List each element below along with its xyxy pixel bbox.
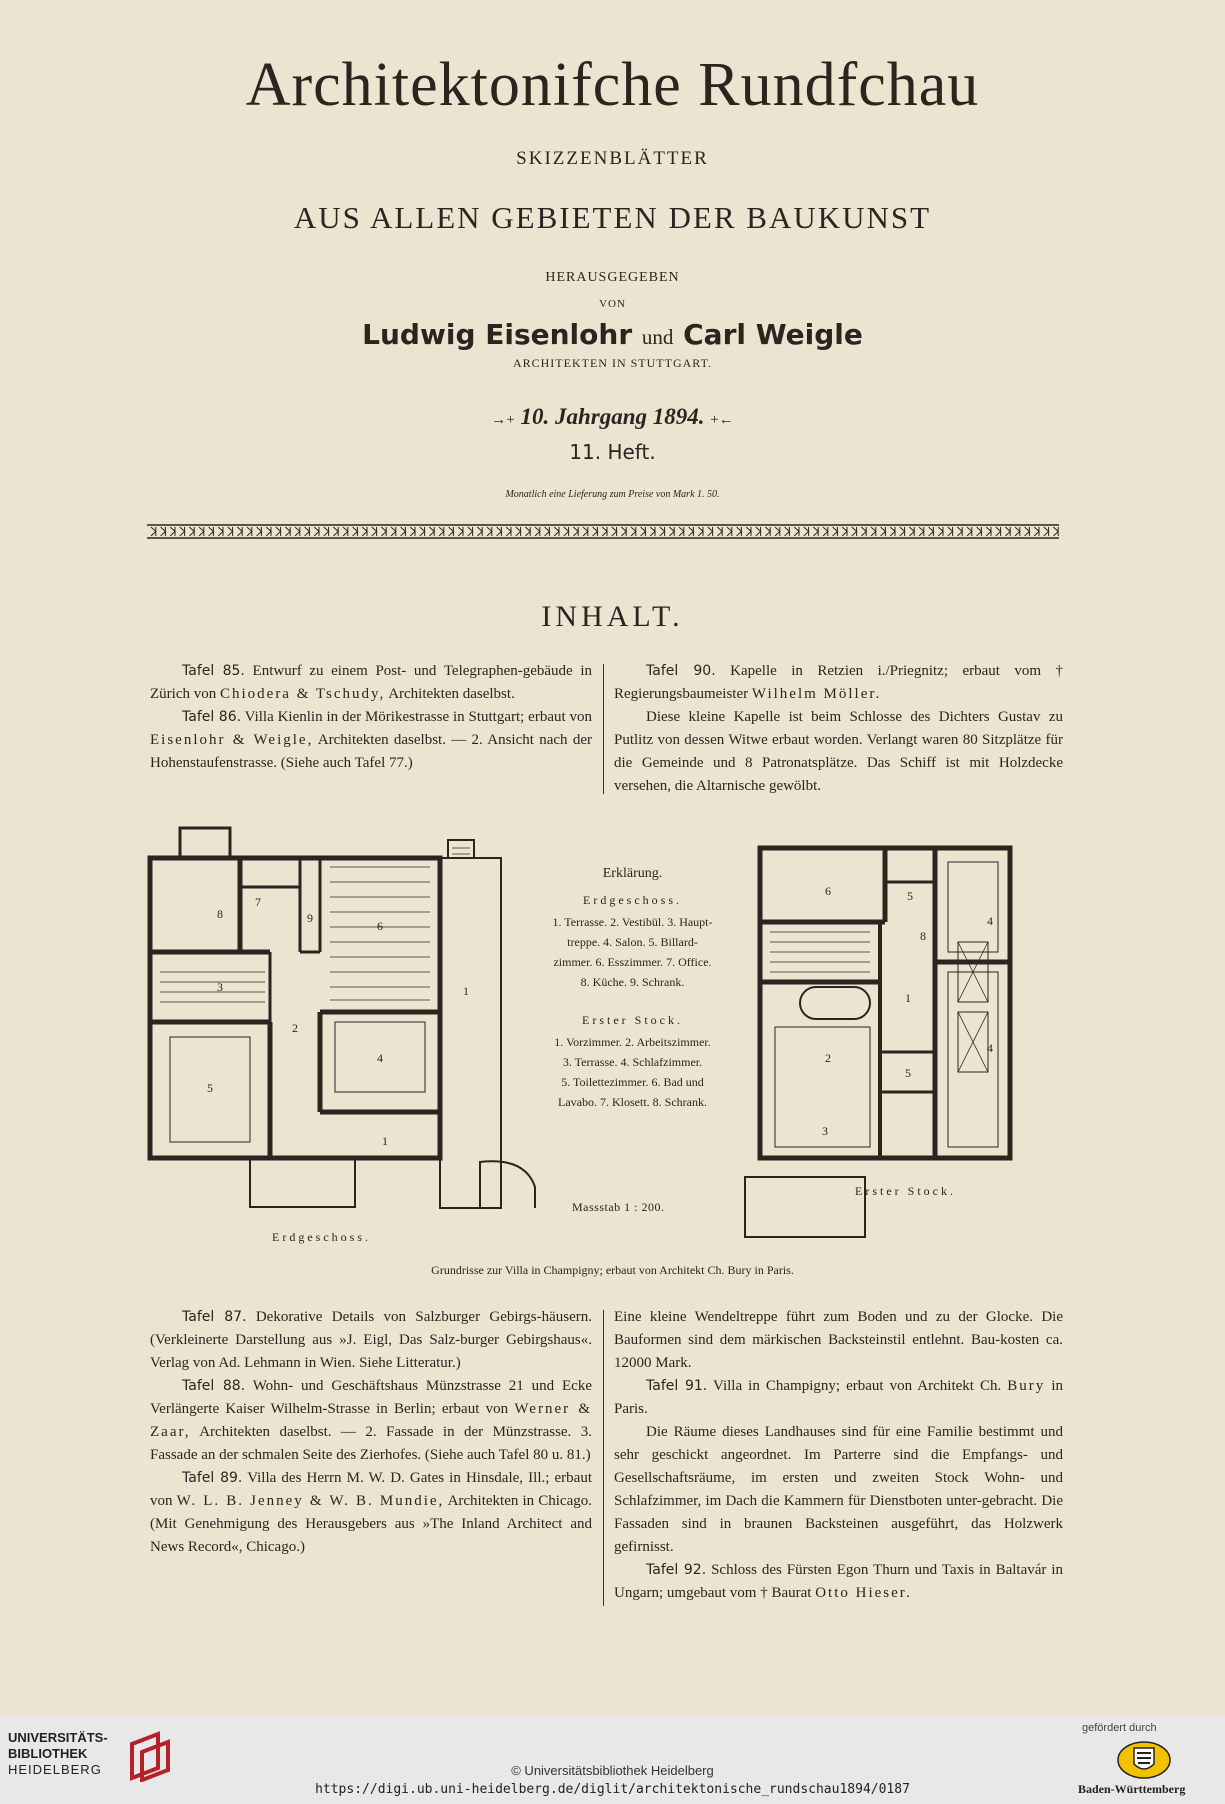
eg-room-6: 6 xyxy=(377,919,383,933)
border-motif xyxy=(333,527,338,536)
border-motif xyxy=(929,527,934,536)
entry-text-end: Architekten daselbst. — 2. Fassade in der Münzstrasse. 3. Fassade an der schmalen Seite des Zierhofes. (Siehe auch Tafel 80 u. 81.) xyxy=(150,1424,592,1463)
entry-text: Schloss des Fürsten Egon Thurn und Taxis in Baltavár in Ungarn; umgebaut vom † Baurat xyxy=(614,1562,1063,1601)
border-motif xyxy=(199,527,204,536)
border-motif xyxy=(957,527,962,536)
eg-room-4: 4 xyxy=(377,1051,383,1065)
entry-text: Eine kleine Wendeltreppe führt zum Boden und zu der Glocke. Die Bauformen sind dem märkischen Backsteinstil entlehnt. Bau-kosten ca. 12000 Mark. xyxy=(614,1309,1063,1371)
entry-text: Dekorative Details von Salzburger Gebirgs-häusern. (Verkleinerte Darstellung aus »J. Eigl, Das Salz-burger Gebirgshaus«. Verlag von Ad. Lehmann in Wien. Siehe Litteratur.) xyxy=(150,1309,592,1371)
border-motif xyxy=(257,527,262,536)
border-motif xyxy=(410,527,415,536)
border-motif xyxy=(180,527,185,536)
border-motif xyxy=(170,527,175,536)
border-motif xyxy=(631,527,636,536)
eg-room-1-bottom: 1 xyxy=(382,1134,388,1148)
border-motif xyxy=(516,527,521,536)
border-motif xyxy=(669,527,674,536)
eg-room-5: 5 xyxy=(207,1081,213,1095)
border-motif xyxy=(237,527,242,536)
border-motif xyxy=(775,527,780,536)
border-motif xyxy=(573,527,578,536)
contents-paragraph xyxy=(614,660,1063,706)
column-divider-top xyxy=(603,664,604,794)
legend-line: 1. Vorzimmer. 2. Arbeitszimmer. xyxy=(554,1035,711,1049)
legend-eg-heading: Erdgeschoss. xyxy=(583,893,682,907)
jahrgang-line xyxy=(0,404,1225,430)
entry-text: Die Räume dieses Landhauses sind für eine Familie bestimmt und sehr geschickt angeordnet. Im Parterre sind die Empfangs- und Gesellschaftsräume, im ersten und zweiten Stock Wohn- und Schlafzimmer, im Dach die Kammern für Dienstboten unter-gebracht. Die Fassaden sind in braunen Backsteinen ausgeführt, das Holzwerk gefirnisst. xyxy=(614,1424,1063,1555)
border-motif xyxy=(189,527,194,536)
herausgegeben-label: HERAUSGEGEBEN xyxy=(545,270,680,285)
border-motif xyxy=(660,527,665,536)
border-motif xyxy=(1005,527,1010,536)
contents-paragraph xyxy=(614,1421,1063,1559)
border-motif xyxy=(209,527,214,536)
border-motif xyxy=(458,527,463,536)
border-motif xyxy=(429,527,434,536)
border-motif xyxy=(765,527,770,536)
permalink-url[interactable]: https://digi.ub.uni-heidelberg.de/diglit/architektonische_rundschau1894/0187 xyxy=(315,1782,910,1797)
border-motif xyxy=(228,527,233,536)
es-room-6: 6 xyxy=(825,884,831,898)
border-motif xyxy=(353,527,358,536)
border-motif xyxy=(420,527,425,536)
border-motif xyxy=(506,527,511,536)
price-note: Monatlich eine Lieferung zum Preise von Mark 1. 50. xyxy=(505,489,720,500)
border-motif xyxy=(727,527,732,536)
architect-name: Eisenlohr & Weigle, xyxy=(150,732,314,748)
es-room-5-top: 5 xyxy=(907,889,913,903)
architect-name: Chiodera & Tschudy, xyxy=(219,686,386,702)
border-motif xyxy=(449,527,454,536)
jahrgang-text: 10. Jahrgang 1894. xyxy=(520,404,705,429)
border-motif xyxy=(909,527,914,536)
ornament-left-icon: →+ xyxy=(491,412,515,428)
border-motif xyxy=(708,527,713,536)
eg-room-9: 9 xyxy=(307,911,313,925)
contents-column-right-bottom xyxy=(614,1306,1063,1605)
legend-title: Erklärung. xyxy=(602,866,663,881)
legend-line: zimmer. 6. Esszimmer. 7. Office. xyxy=(553,955,712,969)
border-motif xyxy=(746,527,751,536)
logo-line-2: BIBLIOTHEK xyxy=(8,1746,88,1761)
es-room-5-bottom: 5 xyxy=(905,1066,911,1080)
contents-column-left-bottom xyxy=(150,1306,592,1559)
border-motif xyxy=(785,527,790,536)
border-motif xyxy=(842,527,847,536)
es-room-3: 3 xyxy=(822,1124,828,1138)
tafel-label: Tafel 92. xyxy=(646,1562,707,1578)
border-motif xyxy=(343,527,348,536)
border-motif xyxy=(890,527,895,536)
es-room-1: 1 xyxy=(905,991,911,1005)
border-motif xyxy=(468,527,473,536)
entry-text-end: Architekten daselbst. xyxy=(388,686,515,702)
border-motif xyxy=(439,527,444,536)
legend-eg-lines xyxy=(525,912,740,992)
logo-line-1: UNIVERSITÄTS- xyxy=(8,1730,108,1745)
border-motif xyxy=(794,527,799,536)
copyright-text: © Universitätsbibliothek Heidelberg xyxy=(511,1763,714,1778)
architect-name: Bury xyxy=(1007,1378,1046,1394)
border-motif xyxy=(621,527,626,536)
erdgeschoss-label: Erdgeschoss. xyxy=(272,1230,371,1244)
border-motif xyxy=(717,527,722,536)
legend-line: 1. Terrasse. 2. Vestibül. 3. Haupt- xyxy=(552,915,713,929)
tafel-label: Tafel 89. xyxy=(182,1470,243,1486)
eg-room-3: 3 xyxy=(217,980,223,994)
eg-room-1-right: 1 xyxy=(463,984,469,998)
border-motif xyxy=(650,527,655,536)
sponsor-label: gefördert durch xyxy=(1082,1722,1157,1734)
entry-text-end: Architekten in Chicago. (Mit Genehmigung des Herausgebers aus »The Inland Architect and News Record«, Chicago.) xyxy=(150,1493,592,1555)
border-motif xyxy=(698,527,703,536)
border-motif xyxy=(324,527,329,536)
border-motif xyxy=(986,527,991,536)
architect-name: Otto Hieser. xyxy=(815,1585,912,1601)
border-motif xyxy=(871,527,876,536)
border-motif xyxy=(938,527,943,536)
border-motif xyxy=(305,527,310,536)
border-motif xyxy=(545,527,550,536)
border-motif xyxy=(641,527,646,536)
journal-subtitle-large: AUS ALLEN GEBIETEN DER BAUKUNST xyxy=(293,200,932,235)
contents-paragraph xyxy=(614,1375,1063,1421)
journal-title: Architektonifche Rundfchau xyxy=(245,51,980,119)
entry-text-end: Architekten daselbst. — 2. Ansicht nach der Hohenstaufenstrasse. (Siehe auch Tafel 77.) xyxy=(150,732,592,771)
legend-line: Lavabo. 7. Klosett. 8. Schrank. xyxy=(558,1095,707,1109)
editor-2: Carl Weigle xyxy=(683,318,863,351)
logo-line-3: HEIDELBERG xyxy=(8,1762,102,1777)
ornament-right-icon: +← xyxy=(710,412,734,428)
border-motif xyxy=(401,527,406,536)
digitization-footer xyxy=(0,1716,1225,1804)
tafel-label: Tafel 88. xyxy=(182,1378,246,1394)
border-motif xyxy=(497,527,502,536)
editors-title: ARCHITEKTEN IN STUTTGART. xyxy=(512,356,713,370)
legend-es-heading: Erster Stock. xyxy=(582,1013,683,1027)
border-motif xyxy=(881,527,886,536)
border-motif xyxy=(161,527,166,536)
contents-column-right-top xyxy=(614,660,1063,798)
border-motif xyxy=(833,527,838,536)
border-motif xyxy=(1053,527,1058,536)
border-motif xyxy=(756,527,761,536)
contents-paragraph xyxy=(614,1559,1063,1605)
border-motif xyxy=(900,527,905,536)
architect-name: Werner & Zaar, xyxy=(150,1401,592,1440)
es-room-8: 8 xyxy=(920,929,926,943)
eg-room-7: 7 xyxy=(255,895,261,909)
eg-room-8: 8 xyxy=(217,907,223,921)
border-motif xyxy=(804,527,809,536)
border-motif xyxy=(737,527,742,536)
plan-erster-stock xyxy=(745,848,1010,1237)
border-motif xyxy=(535,527,540,536)
entry-text-end: in Paris. xyxy=(614,1378,1064,1417)
editors-line xyxy=(0,318,1225,351)
border-motif xyxy=(612,527,617,536)
border-motif xyxy=(218,527,223,536)
architect-name: Wilhelm Möller. xyxy=(751,686,882,702)
border-motif xyxy=(1025,527,1030,536)
border-motif xyxy=(247,527,252,536)
scale-label: Massstab 1 : 200. xyxy=(572,1200,665,1214)
contents-paragraph xyxy=(150,1375,592,1467)
border-motif xyxy=(372,527,377,536)
border-motif xyxy=(477,527,482,536)
border-motif xyxy=(919,527,924,536)
entry-text: Wohn- und Geschäftshaus Münzstrasse 21 und Ecke Verlängerte Kaiser Wilhelm-Strasse in Berlin; erbaut von xyxy=(150,1378,592,1417)
legend-line: treppe. 4. Salon. 5. Billard- xyxy=(567,935,698,949)
es-room-2: 2 xyxy=(825,1051,831,1065)
heft-number: 11. Heft. xyxy=(569,440,656,464)
entry-text: Diese kleine Kapelle ist beim Schlosse des Dichters Gustav zu Putlitz von dessen Witwe erbaut worden. Verlangt waren 80 Sitzplätze für die Gemeinde und 8 Patronatsplätze. Das Schiff ist mit Holzdecke versehen, die Altarnische gewölbt. xyxy=(614,709,1063,794)
ornamental-border xyxy=(147,524,1059,539)
border-motif xyxy=(285,527,290,536)
tafel-label: Tafel 86. xyxy=(182,709,242,725)
erster-stock-label: Erster Stock. xyxy=(855,1184,956,1198)
border-motif xyxy=(823,527,828,536)
entry-text: Villa in Champigny; erbaut von Architekt Ch. xyxy=(713,1378,1002,1394)
es-room-4-bottom: 4 xyxy=(987,1041,993,1055)
border-motif xyxy=(554,527,559,536)
border-motif xyxy=(487,527,492,536)
border-motif xyxy=(151,527,156,536)
eg-room-2: 2 xyxy=(292,1021,298,1035)
border-motif xyxy=(391,527,396,536)
border-motif xyxy=(564,527,569,536)
journal-subtitle-small: SKIZZENBLÄTTER xyxy=(516,148,709,169)
border-motif xyxy=(996,527,1001,536)
es-room-4-top: 4 xyxy=(987,914,993,928)
column-divider-bottom xyxy=(603,1310,604,1606)
state-coat-of-arms-icon xyxy=(1116,1740,1172,1780)
tafel-label: Tafel 85. xyxy=(182,663,245,679)
tafel-label: Tafel 87. xyxy=(182,1309,247,1325)
border-motif xyxy=(861,527,866,536)
border-motif xyxy=(852,527,857,536)
border-motif xyxy=(967,527,972,536)
figure-legend xyxy=(525,864,740,1112)
border-motif xyxy=(813,527,818,536)
contents-paragraph xyxy=(150,1306,592,1375)
editors-und: und xyxy=(641,325,674,349)
figure-caption: Grundrisse zur Villa in Champigny; erbaut von Architekt Ch. Bury in Paris. xyxy=(431,1263,794,1277)
border-motif xyxy=(362,527,367,536)
border-motif xyxy=(314,527,319,536)
border-motif xyxy=(381,527,386,536)
border-motif xyxy=(295,527,300,536)
contents-paragraph xyxy=(150,660,592,706)
entry-text: Villa des Herrn M. W. D. Gates in Hinsdale, Ill.; erbaut von xyxy=(150,1470,593,1509)
tafel-label: Tafel 91. xyxy=(646,1378,708,1394)
tafel-label: Tafel 90. xyxy=(646,663,716,679)
contents-paragraph xyxy=(614,706,1063,798)
border-motif xyxy=(1034,527,1039,536)
legend-line: 5. Toilettezimmer. 6. Bad und xyxy=(561,1075,704,1089)
entry-text: Kapelle in Retzien i./Priegnitz; erbaut vom † Regierungsbaumeister xyxy=(614,663,1063,702)
contents-paragraph xyxy=(150,1467,592,1559)
architect-name: W. L. B. Jenney & W. B. Mundie, xyxy=(176,1493,445,1509)
border-motif xyxy=(266,527,271,536)
editor-1: Ludwig Eisenlohr xyxy=(362,318,633,351)
border-motif xyxy=(583,527,588,536)
contents-paragraph xyxy=(614,1306,1063,1375)
contents-paragraph xyxy=(150,706,592,775)
von-label: VON xyxy=(599,298,626,310)
border-motif xyxy=(1015,527,1020,536)
sponsor-name: Baden-Württemberg xyxy=(1078,1782,1186,1796)
border-motif xyxy=(948,527,953,536)
border-motif xyxy=(276,527,281,536)
entry-text: Villa Kienlin in der Mörikestrasse in Stuttgart; erbaut von xyxy=(244,709,592,725)
border-motif xyxy=(602,527,607,536)
border-motif xyxy=(679,527,684,536)
entry-text: Entwurf zu einem Post- und Telegraphen-gebäude in Zürich von xyxy=(150,663,593,702)
legend-line: 8. Küche. 9. Schrank. xyxy=(580,975,685,989)
border-motif xyxy=(593,527,598,536)
legend-es-lines xyxy=(525,1032,740,1112)
legend-line: 3. Terrasse. 4. Schlafzimmer. xyxy=(562,1055,703,1069)
border-motif xyxy=(1044,527,1049,536)
border-motif xyxy=(977,527,982,536)
plan-erdgeschoss xyxy=(150,828,535,1208)
border-motif xyxy=(689,527,694,536)
contents-column-left-top xyxy=(150,660,592,775)
inhalt-heading: INHALT. xyxy=(541,600,684,633)
border-motif xyxy=(525,527,530,536)
